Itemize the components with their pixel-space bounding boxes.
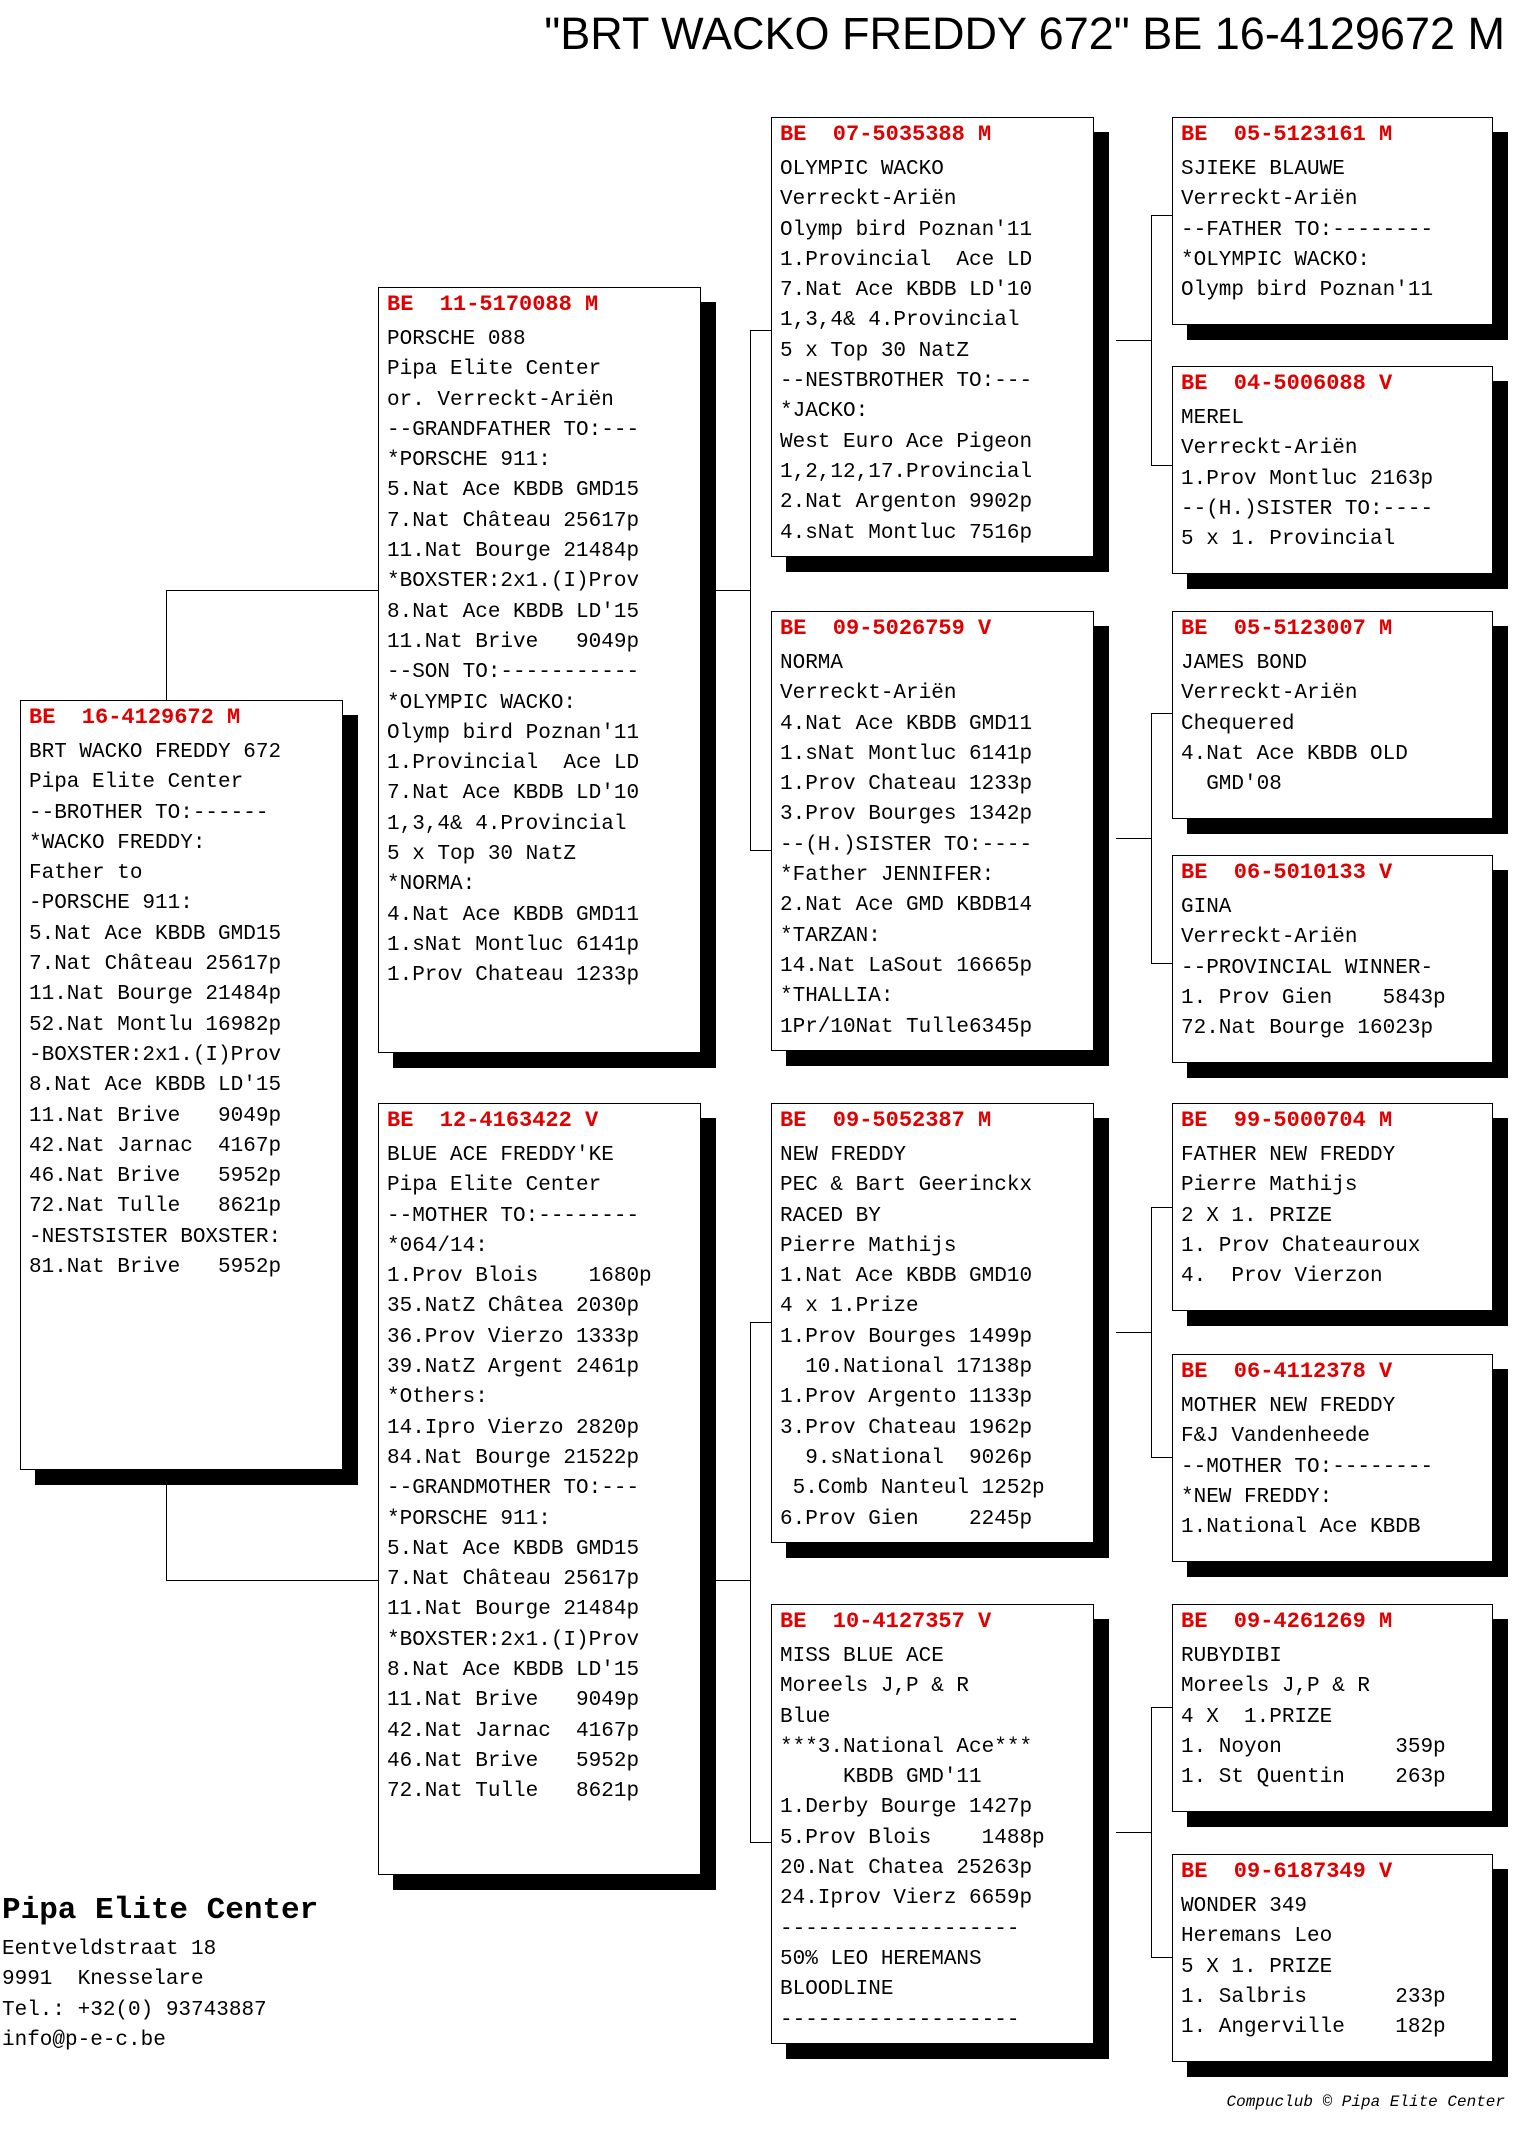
detail-line: --SON TO:----------- [387,661,640,685]
detail-line: Moreels J,P & R [1181,1675,1371,1699]
detail-line: 4.Nat Ace KBDB OLD [1181,742,1408,766]
detail-line: 7.Nat Château 25617p [29,953,282,977]
detail-line: 72.Nat Tulle 8621p [29,1195,282,1219]
detail-line: 1.sNat Montluc 6141p [780,742,1033,766]
pigeon-name: OLYMPIC WACKO [780,158,944,181]
dam-sire-card [771,1103,1094,1543]
detail-line: 1. Angerville 182p [1181,2016,1446,2040]
detail-line: 46.Nat Brive 5952p [387,1749,640,1773]
detail-line: --MOTHER TO:-------- [387,1204,640,1228]
detail-line: Pierre Mathijs [780,1234,957,1258]
detail-line: 7.Nat Château 25617p [387,509,640,533]
connector-line [1116,1332,1151,1333]
detail-line: 4.Nat Ace KBDB GMD11 [780,712,1033,736]
detail-line: 1,3,4& 4.Provincial [780,309,1020,333]
ring-number: BE 11-5170088 M [387,292,599,317]
detail-line: *PORSCHE 911: [387,1507,551,1531]
detail-line: Father to [29,862,143,886]
ring-number: BE 09-5026759 V [780,616,992,641]
detail-line: 24.Iprov Vierz 6659p [780,1887,1033,1911]
detail-line: 5 X 1. PRIZE [1181,1955,1333,1979]
connector-line [715,1580,750,1581]
pigeon-details [1173,150,1492,306]
dam-card [378,1103,701,1875]
detail-line: 1. Prov Chateauroux [1181,1234,1421,1258]
detail-line: --MOTHER TO:-------- [1181,1455,1434,1479]
connector-line [1116,340,1151,341]
detail-line: Pipa Elite Center [29,771,244,795]
detail-line: --(H.)SISTER TO:---- [780,833,1033,857]
detail-line: Blue [780,1705,831,1729]
detail-line: KBDB GMD'11 [780,1766,982,1790]
detail-line: 84.Nat Bourge 21522p [387,1446,640,1470]
detail-line: 72.Nat Tulle 8621p [387,1780,640,1804]
detail-line: 1.Prov Blois 1680p [387,1265,652,1289]
detail-line: 8.Nat Ace KBDB LD'15 [29,1074,282,1098]
sire-sire-card [771,117,1094,557]
pigeon-details [379,1136,700,1808]
ring-number: BE 09-5052387 M [780,1108,992,1133]
pigeon-name: FATHER NEW FREDDY [1181,1144,1396,1167]
detail-line: 5.Nat Ace KBDB GMD15 [29,922,282,946]
detail-line: 11.Nat Brive 9049p [387,630,640,654]
detail-line: 1.Prov Chateau 1233p [387,964,640,988]
detail-line: 35.NatZ Châtea 2030p [387,1295,640,1319]
ring-number: BE 05-5123161 M [1181,122,1393,147]
detail-line: 11.Nat Bourge 21484p [387,540,640,564]
detail-line: 7.Nat Ace KBDB LD'10 [780,279,1033,303]
detail-line: 2 X 1. PRIZE [1181,1204,1333,1228]
detail-line: 1. St Quentin 263p [1181,1766,1446,1790]
detail-line: 5.Prov Blois 1488p [780,1826,1045,1850]
ring-number: BE 07-5035388 M [780,122,992,147]
subject-card [20,700,343,1470]
pigeon-name: GINA [1181,896,1232,919]
pigeon-details [772,1136,1093,1535]
pigeon-details [1173,1887,1492,2043]
address-phone: Tel.: +32(0) 93743887 [2,1998,267,2022]
detail-line: Pierre Mathijs [1181,1174,1358,1198]
detail-line: Chequered [1181,712,1295,736]
detail-line: West Euro Ace Pigeon [780,430,1033,454]
pigeon-details [772,1637,1093,2036]
detail-line: *OLYMPIC WACKO: [1181,248,1371,272]
detail-line: 1.Provincial Ace LD [387,752,640,776]
pigeon-name: NORMA [780,652,844,675]
detail-line: 11.Nat Brive 9049p [387,1689,640,1713]
dam-dam-sire-card [1172,1604,1493,1812]
ring-number: BE 09-4261269 M [1181,1609,1393,1634]
dam-sire-dam-card [1172,1354,1493,1562]
pigeon-details [772,150,1093,549]
connector-line [166,590,167,700]
pigeon-name: MOTHER NEW FREDDY [1181,1395,1396,1418]
detail-line: 1.Prov Bourges 1499p [780,1325,1033,1349]
detail-line: 36.Prov Vierzo 1333p [387,1325,640,1349]
detail-line: *BOXSTER:2x1.(I)Prov [387,570,640,594]
detail-line: BLOODLINE [780,1978,894,2002]
connector-line [166,1480,167,1580]
pigeon-details [1173,888,1492,1044]
pigeon-name: WONDER 349 [1181,1895,1308,1918]
detail-line: *NEW FREDDY: [1181,1485,1333,1509]
detail-line: 46.Nat Brive 5952p [29,1165,282,1189]
connector-line [1116,1832,1151,1833]
detail-line: 11.Nat Bourge 21484p [29,983,282,1007]
detail-line: Pipa Elite Center [387,358,602,382]
detail-line: F&J Vandenheede [1181,1425,1371,1449]
connector-line [1116,838,1151,839]
breeder-address [2,1935,267,2056]
detail-line: 1.sNat Montluc 6141p [387,933,640,957]
detail-line: --GRANDMOTHER TO:--- [387,1477,640,1501]
detail-line: Verreckt-Ariën [780,188,957,212]
detail-line: 8.Nat Ace KBDB LD'15 [387,600,640,624]
detail-line: --FATHER TO:-------- [1181,218,1434,242]
detail-line: ------------------- [780,2008,1020,2032]
pigeon-name: MISS BLUE ACE [780,1645,944,1668]
detail-line: 14.Nat LaSout 16665p [780,954,1033,978]
detail-line: Verreckt-Ariën [780,682,957,706]
connector-line [166,590,378,591]
detail-line: 2.Nat Argenton 9902p [780,491,1033,515]
detail-line: 3.Prov Chateau 1962p [780,1416,1033,1440]
sire-dam-card [771,611,1094,1051]
detail-line: 11.Nat Brive 9049p [29,1104,282,1128]
breeder-name: Pipa Elite Center [2,1893,319,1928]
ring-number: BE 16-4129672 M [29,705,241,730]
ring-number: BE 06-5010133 V [1181,860,1393,885]
detail-line: 50% LEO HEREMANS [780,1947,982,1971]
detail-line: *NORMA: [387,873,476,897]
pigeon-details [772,644,1093,1043]
ring-number: BE 10-4127357 V [780,1609,992,1634]
detail-line: 42.Nat Jarnac 4167p [387,1719,640,1743]
detail-line: 1.Prov Montluc 2163p [1181,467,1434,491]
detail-line: Olymp bird Poznan'11 [1181,279,1434,303]
pigeon-details [379,320,700,992]
detail-line: 11.Nat Bourge 21484p [387,1598,640,1622]
connector-line [1151,1707,1152,1957]
detail-line: 1.Provincial Ace LD [780,248,1033,272]
detail-line: GMD'08 [1181,773,1282,797]
ring-number: BE 05-5123007 M [1181,616,1393,641]
detail-line: 10.National 17138p [780,1356,1033,1380]
detail-line: 20.Nat Chatea 25263p [780,1857,1033,1881]
detail-line: --PROVINCIAL WINNER- [1181,956,1434,980]
detail-line: 1.Nat Ace KBDB GMD10 [780,1265,1033,1289]
detail-line: 4 x 1.Prize [780,1295,919,1319]
detail-line: 4.sNat Montluc 7516p [780,521,1033,545]
sire-dam-dam-card [1172,855,1493,1063]
detail-line: 1Pr/10Nat Tulle6345p [780,1015,1033,1039]
pigeon-details [1173,1637,1492,1793]
pigeon-name: RUBYDIBI [1181,1645,1282,1668]
detail-line: --BROTHER TO:------ [29,801,269,825]
detail-line: 4 X 1.PRIZE [1181,1705,1333,1729]
detail-line: 8.Nat Ace KBDB LD'15 [387,1659,640,1683]
pigeon-details [1173,1136,1492,1292]
detail-line: 4.Nat Ace KBDB GMD11 [387,903,640,927]
detail-line: 81.Nat Brive 5952p [29,1256,282,1280]
dam-sire-sire-card [1172,1103,1493,1311]
connector-line [715,590,750,591]
detail-line: *Others: [387,1386,488,1410]
sire-sire-sire-card [1172,117,1493,325]
detail-line: Verreckt-Ariën [1181,682,1358,706]
pigeon-name: BLUE ACE FREDDY'KE [387,1144,614,1167]
pigeon-name: JAMES BOND [1181,652,1308,675]
pigeon-details [1173,399,1492,555]
connector-line [1151,1207,1152,1457]
detail-line: Olymp bird Poznan'11 [780,218,1033,242]
detail-line: 1. Salbris 233p [1181,1985,1446,2009]
connector-line [750,330,751,850]
detail-line: 1,3,4& 4.Provincial [387,812,627,836]
sire-sire-dam-card [1172,366,1493,574]
software-credit: Compuclub © Pipa Elite Center [1226,2093,1505,2111]
ring-number: BE 04-5006088 V [1181,371,1393,396]
ring-number: BE 09-6187349 V [1181,1859,1393,1884]
address-street: Eentveldstraat 18 [2,1938,217,1961]
detail-line: 14.Ipro Vierzo 2820p [387,1416,640,1440]
detail-line: 1. Noyon 359p [1181,1735,1446,1759]
detail-line: 7.Nat Ace KBDB LD'10 [387,782,640,806]
detail-line: 5 x Top 30 NatZ [387,843,577,867]
address-city: 9991 Knesselare [2,1968,204,1992]
detail-line: *Father JENNIFER: [780,864,995,888]
detail-line: or. Verreckt-Ariën [387,388,614,412]
detail-line: Olymp bird Poznan'11 [387,721,640,745]
detail-line: 5 x Top 30 NatZ [780,339,970,363]
detail-line: 1.Derby Bourge 1427p [780,1796,1033,1820]
detail-line: --NESTBROTHER TO:--- [780,370,1033,394]
detail-line: 5 x 1. Provincial [1181,528,1396,552]
connector-line [1151,215,1152,465]
sire-card [378,287,701,1053]
pigeon-name: NEW FREDDY [780,1144,907,1167]
detail-line: Verreckt-Ariën [1181,188,1358,212]
pigeon-details [1173,1387,1492,1543]
detail-line: Verreckt-Ariën [1181,437,1358,461]
detail-line: *BOXSTER:2x1.(I)Prov [387,1628,640,1652]
detail-line: 9.sNational 9026p [780,1446,1033,1470]
detail-line: 7.Nat Château 25617p [387,1568,640,1592]
connector-line [1151,713,1152,963]
sire-dam-sire-card [1172,611,1493,819]
detail-line: 42.Nat Jarnac 4167p [29,1134,282,1158]
pigeon-name: BRT WACKO FREDDY 672 [29,741,282,764]
detail-line: 5.Nat Ace KBDB GMD15 [387,479,640,503]
detail-line: *JACKO: [780,400,869,424]
connector-line [750,1322,751,1842]
detail-line: *WACKO FREDDY: [29,831,206,855]
detail-line: ------------------- [780,1917,1020,1941]
detail-line: *OLYMPIC WACKO: [387,691,577,715]
detail-line: 1,2,12,17.Provincial [780,460,1033,484]
ring-number: BE 12-4163422 V [387,1108,599,1133]
detail-line: 3.Prov Bourges 1342p [780,803,1033,827]
detail-line: 1. Prov Gien 5843p [1181,986,1446,1010]
dam-dam-card [771,1604,1094,2044]
detail-line: -NESTSISTER BOXSTER: [29,1225,282,1249]
detail-line: 72.Nat Bourge 16023p [1181,1017,1434,1041]
detail-line: 1.Prov Argento 1133p [780,1386,1033,1410]
pigeon-details [1173,644,1492,800]
detail-line: --(H.)SISTER TO:---- [1181,497,1434,521]
detail-line: *064/14: [387,1234,488,1258]
detail-line: Pipa Elite Center [387,1174,602,1198]
detail-line: Heremans Leo [1181,1925,1333,1949]
detail-line: RACED BY [780,1204,881,1228]
detail-line: 4. Prov Vierzon [1181,1265,1383,1289]
detail-line: *TARZAN: [780,924,881,948]
detail-line: *PORSCHE 911: [387,449,551,473]
detail-line: -PORSCHE 911: [29,892,193,916]
pigeon-name: MEREL [1181,407,1245,430]
detail-line: 52.Nat Montlu 16982p [29,1013,282,1037]
address-email: info@p-e-c.be [2,2028,166,2052]
detail-line: 2.Nat Ace GMD KBDB14 [780,894,1033,918]
detail-line: -BOXSTER:2x1.(I)Prov [29,1043,282,1067]
ring-number: BE 99-5000704 M [1181,1108,1393,1133]
detail-line: Moreels J,P & R [780,1675,970,1699]
detail-line: 39.NatZ Argent 2461p [387,1356,640,1380]
detail-line: Verreckt-Ariën [1181,926,1358,950]
detail-line: 5.Comb Nanteul 1252p [780,1477,1045,1501]
pigeon-details [21,733,342,1283]
pigeon-name: PORSCHE 088 [387,328,526,351]
detail-line: --GRANDFATHER TO:--- [387,418,640,442]
detail-line: 5.Nat Ace KBDB GMD15 [387,1537,640,1561]
detail-line: 1.Prov Chateau 1233p [780,773,1033,797]
ring-number: BE 06-4112378 V [1181,1359,1393,1384]
detail-line: 6.Prov Gien 2245p [780,1507,1033,1531]
pigeon-name: SJIEKE BLAUWE [1181,158,1345,181]
pedigree-title: "BRT WACKO FREDDY 672" BE 16-4129672 M [544,8,1505,59]
detail-line: 1.National Ace KBDB [1181,1516,1421,1540]
detail-line: *THALLIA: [780,985,894,1009]
dam-dam-dam-card [1172,1854,1493,2062]
detail-line: ***3.National Ace*** [780,1735,1033,1759]
connector-line [166,1580,378,1581]
detail-line: PEC & Bart Geerinckx [780,1174,1033,1198]
